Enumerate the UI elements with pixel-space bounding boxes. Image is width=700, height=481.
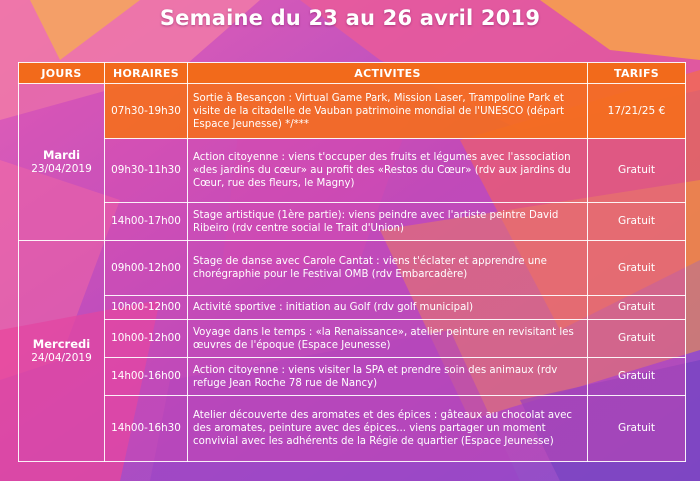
day-date: 23/04/2019 (31, 163, 92, 175)
schedule-table (18, 62, 686, 462)
time-cell: 09h30-11h30 (105, 139, 188, 203)
table-row (19, 241, 686, 296)
day-name: Mardi (42, 148, 81, 162)
table-row (19, 358, 686, 396)
time-cell: 10h00-12h00 (105, 320, 188, 358)
tarif-cell: Gratuit (588, 320, 686, 358)
table-row (19, 84, 686, 139)
time-cell: 07h30-19h30 (105, 84, 188, 139)
activity-cell: Stage artistique (1ère partie): viens peindre avec l'artiste peintre David Ribeiro (rdv centre social le Trait d'Union) (188, 203, 588, 241)
header-tarifs: TARIFS (588, 63, 686, 84)
time-cell: 09h00-12h00 (105, 241, 188, 296)
activity-cell: Stage de danse avec Carole Cantat : viens t'éclater et apprendre une chorégraphie pour le Festival OMB (rdv Embarcadère) (188, 241, 588, 296)
time-cell: 14h00-17h00 (105, 203, 188, 241)
table-row (19, 296, 686, 320)
time-cell: 10h00-12h00 (105, 296, 188, 320)
header-row (19, 63, 686, 84)
time-cell: 14h00-16h30 (105, 396, 188, 462)
table-row (19, 139, 686, 203)
tarif-cell: Gratuit (588, 139, 686, 203)
table-row (19, 396, 686, 462)
header-horaires: HORAIRES (105, 63, 188, 84)
day-cell-mercredi (19, 241, 105, 462)
table-row (19, 320, 686, 358)
activity-cell: Sortie à Besançon : Virtual Game Park, Mission Laser, Trampoline Park et visite de la citadelle de Vauban patrimoine mondial de l'UNESCO (départ Espace Jeunesse) */*** (188, 84, 588, 139)
day-name: Mercredi (32, 337, 91, 351)
day-date: 24/04/2019 (31, 352, 92, 364)
activity-cell: Activité sportive : initiation au Golf (rdv golf municipal) (188, 296, 588, 320)
header-jours: JOURS (19, 63, 105, 84)
time-cell: 14h00-16h00 (105, 358, 188, 396)
table-row (19, 203, 686, 241)
day-cell-mardi (19, 84, 105, 241)
activity-cell: Atelier découverte des aromates et des épices : gâteaux au chocolat avec des aromates, peinture avec des épices... viens partager un moment convivial avec les adhérents de la Régie de quartier (Espace Jeunesse) (188, 396, 588, 462)
activity-cell: Action citoyenne : viens t'occuper des fruits et légumes avec l'association «des jardins du cœur» au profit des «Restos du Cœur» (rdv aux jardins du Cœur, rue des fleurs, le Magny) (188, 139, 588, 203)
tarif-cell: 17/21/25 € (588, 84, 686, 139)
activity-cell: Action citoyenne : viens visiter la SPA et prendre soin des animaux (rdv refuge Jean Roche 78 rue de Nancy) (188, 358, 588, 396)
activity-cell: Voyage dans le temps : «la Renaissance», atelier peinture en revisitant les œuvres de l'époque (Espace Jeunesse) (188, 320, 588, 358)
tarif-cell: Gratuit (588, 203, 686, 241)
tarif-cell: Gratuit (588, 358, 686, 396)
tarif-cell: Gratuit (588, 396, 686, 462)
page-title: Semaine du 23 au 26 avril 2019 (159, 6, 541, 30)
tarif-cell: Gratuit (588, 241, 686, 296)
tarif-cell: Gratuit (588, 296, 686, 320)
header-activites: ACTIVITES (188, 63, 588, 84)
